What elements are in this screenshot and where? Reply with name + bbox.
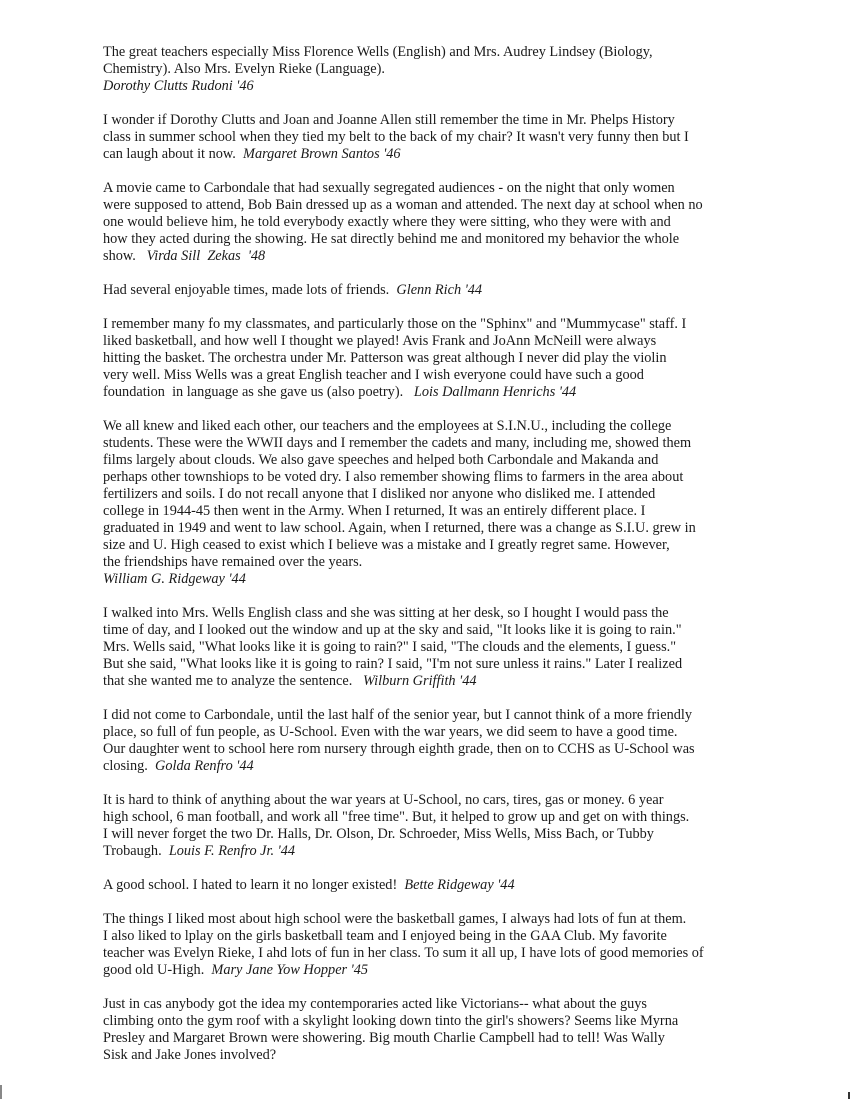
text-line: It is hard to think of anything about the war years at U-School, no cars, tires, gas or money. 6 year xyxy=(103,792,664,808)
memory-entry xyxy=(103,44,793,95)
text-line: one would believe him, he told everybody exactly where they were sitting, who they were with and xyxy=(103,214,671,230)
text-line xyxy=(103,843,793,860)
memory-entry xyxy=(103,605,793,690)
text-line: hitting the basket. The orchestra under Mr. Patterson was great although I never did play the violin xyxy=(103,350,667,366)
text-line: college in 1944-45 then went in the Army. When I returned, It was an entirely different place. I xyxy=(103,503,646,519)
text-line: Sisk and Jake Jones involved? xyxy=(103,1047,277,1063)
author-signature: Wilburn Griffith '44 xyxy=(363,673,477,689)
text-line: climbing onto the gym roof with a skylight looking down tinto the girl's showers? Seems like Myrna xyxy=(103,1013,679,1029)
text-line: liked basketball, and how well I thought we played! Avis Frank and JoAnn McNeill were always xyxy=(103,333,657,349)
text-line: I also liked to lplay on the girls basketball team and I enjoyed being in the GAA Club. My favorite xyxy=(103,928,667,944)
text-line: were supposed to attend, Bob Bain dressed up as a woman and attended. The next day at school when no xyxy=(103,197,703,213)
memory-entry xyxy=(103,418,793,588)
text-line: time of day, and I looked out the window and up at the sky and said, "It looks like it is going to rain." xyxy=(103,622,682,638)
text-line xyxy=(103,962,793,979)
text-line: graduated in 1949 and went to law school. Again, when I returned, there was a change as S.I.U. grew in xyxy=(103,520,696,536)
memory-entry xyxy=(103,112,793,163)
text-line: place, so full of fun people, as U-School. Even with the war years, we did seem to have a good time. xyxy=(103,724,678,740)
text-line: Presley and Margaret Brown were showering. Big mouth Charlie Campbell had to tell! Was Wally xyxy=(103,1030,665,1046)
author-signature: Margaret Brown Santos '46 xyxy=(243,146,401,162)
text-line: We all knew and liked each other, our teachers and the employees at S.I.N.U., including the college xyxy=(103,418,672,434)
memory-entry xyxy=(103,180,793,265)
text-line: class in summer school when they tied my belt to the back of my chair? It wasn't very funny then but I xyxy=(103,129,689,145)
text-line: I did not come to Carbondale, until the last half of the senior year, but I cannot think of a more friendly xyxy=(103,707,693,723)
text-fragment: Trobaugh. xyxy=(103,843,169,859)
memory-entry xyxy=(103,707,793,775)
text-line: size and U. High ceased to exist which I believe was a mistake and I greatly regret same. However, xyxy=(103,537,670,553)
text-fragment: can laugh about it now. xyxy=(103,146,244,162)
text-fragment: A good school. I hated to learn it no longer existed! xyxy=(103,877,405,893)
text-fragment: that she wanted me to analyze the sentence. xyxy=(103,673,364,689)
author-signature: Glenn Rich '44 xyxy=(396,282,483,298)
text-line: how they acted during the showing. He sat directly behind me and monitored my behavior the whole xyxy=(103,231,680,247)
text-line xyxy=(103,146,793,163)
text-line: I walked into Mrs. Wells English class and she was sitting at her desk, so I hought I would pass the xyxy=(103,605,669,621)
memory-entry xyxy=(103,911,793,979)
text-line: Just in cas anybody got the idea my contemporaries acted like Victorians-- what about the guys xyxy=(103,996,648,1012)
memory-entry xyxy=(103,996,793,1064)
text-line: A movie came to Carbondale that had sexually segregated audiences - on the night that only women xyxy=(103,180,675,196)
text-line: I remember many fo my classmates, and particularly those on the "Sphinx" and "Mummycase" staff. I xyxy=(103,316,687,332)
text-line xyxy=(103,673,793,690)
memory-entry xyxy=(103,282,793,299)
author-signature: Golda Renfro '44 xyxy=(155,758,254,774)
memory-entry xyxy=(103,316,793,401)
author-signature: Virda Sill Zekas '48 xyxy=(146,248,266,264)
memory-entry xyxy=(103,877,793,894)
text-fragment: show. xyxy=(103,248,147,264)
text-line: I will never forget the two Dr. Halls, Dr. Olson, Dr. Schroeder, Miss Wells, Miss Bach, or Tubby xyxy=(103,826,654,842)
author-signature: Lois Dallmann Henrichs '44 xyxy=(413,384,577,400)
text-line: high school, 6 man football, and work all "free time". But, it helped to grow up and get on with things. xyxy=(103,809,690,825)
author-signature: Louis F. Renfro Jr. '44 xyxy=(168,843,295,859)
scan-edge-mark xyxy=(0,1085,2,1099)
text-fragment: foundation in language as she gave us (also poetry). xyxy=(103,384,414,400)
author-signature: Bette Ridgeway '44 xyxy=(404,877,515,893)
memories-text xyxy=(103,44,793,1081)
text-line xyxy=(103,248,793,265)
text-line: teacher was Evelyn Rieke, I ahd lots of fun in her class. To sum it all up, I have lots of good memories of xyxy=(103,945,704,961)
text-fragment: good old U-High. xyxy=(103,962,212,978)
text-line: perhaps other townshiops to be voted dry. I also remember showing flims to farmers in the area about xyxy=(103,469,684,485)
text-line: I wonder if Dorothy Clutts and Joan and Joanne Allen still remember the time in Mr. Phelps History xyxy=(103,112,675,128)
author-signature: William G. Ridgeway '44 xyxy=(103,571,246,587)
text-line: the friendships have remained over the years. xyxy=(103,554,363,570)
text-line xyxy=(103,877,793,894)
text-line: The things I liked most about high school were the basketball games, I always had lots of fun at them. xyxy=(103,911,687,927)
memory-entry xyxy=(103,792,793,860)
author-signature: Mary Jane Yow Hopper '45 xyxy=(211,962,369,978)
text-fragment: closing. xyxy=(103,758,156,774)
text-line xyxy=(103,384,793,401)
author-signature: Dorothy Clutts Rudoni '46 xyxy=(103,78,254,94)
text-line: very well. Miss Wells was a great English teacher and I wish everyone could have such a good xyxy=(103,367,644,383)
text-fragment: Had several enjoyable times, made lots of friends. xyxy=(103,282,397,298)
text-line: The great teachers especially Miss Florence Wells (English) and Mrs. Audrey Lindsey (Biology, xyxy=(103,44,653,60)
text-line: Our daughter went to school here rom nursery through eighth grade, then on to CCHS as U-School was xyxy=(103,741,695,757)
text-line: Chemistry). Also Mrs. Evelyn Rieke (Language). xyxy=(103,61,385,77)
text-line xyxy=(103,758,793,775)
text-line: fertilizers and soils. I do not recall anyone that I disliked nor anyone who disliked me. I attended xyxy=(103,486,656,502)
text-line xyxy=(103,282,793,299)
text-line: Mrs. Wells said, "What looks like it is going to rain?" I said, "The clouds and the elements, I guess." xyxy=(103,639,677,655)
text-line: students. These were the WWII days and I remember the cadets and many, including me, showed them xyxy=(103,435,692,451)
text-line: films largely about clouds. We also gave speeches and helped both Carbondale and Makanda and xyxy=(103,452,659,468)
text-line: But she said, "What looks like it is going to rain? I said, "I'm not sure unless it rains." Later I realized xyxy=(103,656,683,672)
